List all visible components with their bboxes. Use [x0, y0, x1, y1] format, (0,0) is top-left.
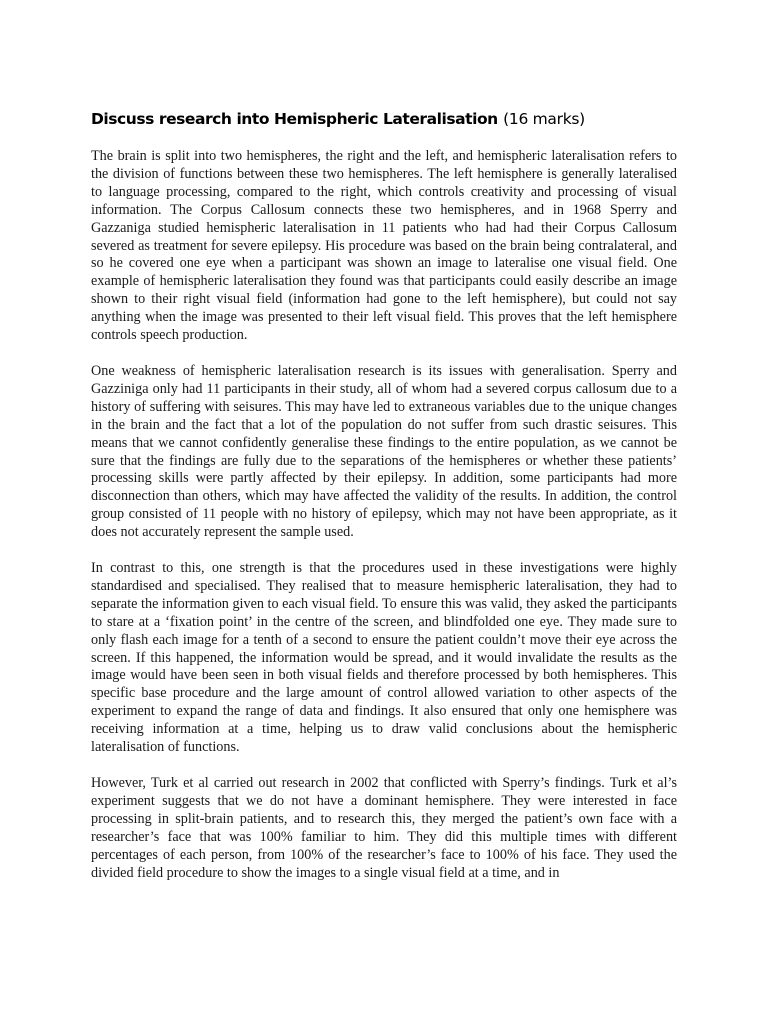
- paragraph-counter-research: However, Turk et al carried out research in 2002 that conflicted with Sperry’s findings. Turk et al’s experiment suggests that we do not have a dominant hemisphere. They were interested in face processing in split-brain patients, and to research this, they merged the patient’s own face with a researcher’s face that was 100% familiar to him. They did this multiple times with different percentages of each person, from 100% of the researcher’s face to 100% of his face. They used the divided field procedure to show the images to a single visual field at a time, and in: [91, 775, 677, 881]
- paragraph-weakness: One weakness of hemispheric lateralisation research is its issues with generalisation. Sperry and Gazziniga only had 11 participants in their study, all of whom had a severed corpus callosum due to a history of suffering with seisures. This may have led to extraneous variables due to the unique changes in the brain and the fact that a lot of the population do not suffer from such drastic seisures. This means that we cannot confidently generalise these findings to the entire population, as we cannot be sure that the findings are fully due to the separations of the hemispheres or whether these patients’ processing skills were partly affected by their epilepsy. In addition, some participants had more disconnection than others, which may have affected the validity of the results. In addition, the control group consisted of 11 people with no history of epilepsy, which may not have been appropriate, as it does not accurately represent the sample used.: [91, 362, 677, 541]
- essay-title-text: Discuss research into Hemispheric Lateralisation: [91, 110, 498, 128]
- essay-title: [91, 108, 691, 130]
- marks-label: (16 marks): [503, 110, 585, 128]
- essay-body: [91, 148, 677, 900]
- paragraph-strength: In contrast to this, one strength is that the procedures used in these investigations were highly standardised and specialised. They realised that to measure hemispheric lateralisation, they had to separate the information given to each visual field. To ensure this was valid, they asked the participants to stare at a ‘fixation point’ in the centre of the screen, and blindfolded one eye. They made sure to only flash each image for a tenth of a second to ensure the patient couldn’t move their eye across the screen. If this happened, the information would be spread, and it would invalidate the results as the image would have been seen in both visual fields and therefore processed by both hemispheres. This specific base procedure and the large amount of control allowed variation to other aspects of the experiment to expand the range of data and findings. It also ensured that only one hemisphere was receiving information at a time, helping us to draw valid conclusions about the hemispheric lateralisation of functions.: [91, 560, 677, 756]
- paragraph-introduction: The brain is split into two hemispheres, the right and the left, and hemispheric lateralisation refers to the division of functions between these two hemispheres. The left hemisphere is generally lateralised to language processing, compared to the right, which controls creativity and processing of visual information. The Corpus Callosum connects these two hemispheres, and in 1968 Sperry and Gazzaniga studied hemispheric lateralisation in 11 patients who had had their Corpus Callosum severed as treatment for severe epilepsy. His procedure was based on the brain being contralateral, and so he covered one eye when a participant was shown an image to lateralise one visual field. One example of hemispheric lateralisation they found was that participants could easily describe an image shown to their right visual field (information had gone to the left hemisphere), but could not say anything when the image was presented to their left visual field. This proves that the left hemisphere controls speech production.: [91, 148, 677, 344]
